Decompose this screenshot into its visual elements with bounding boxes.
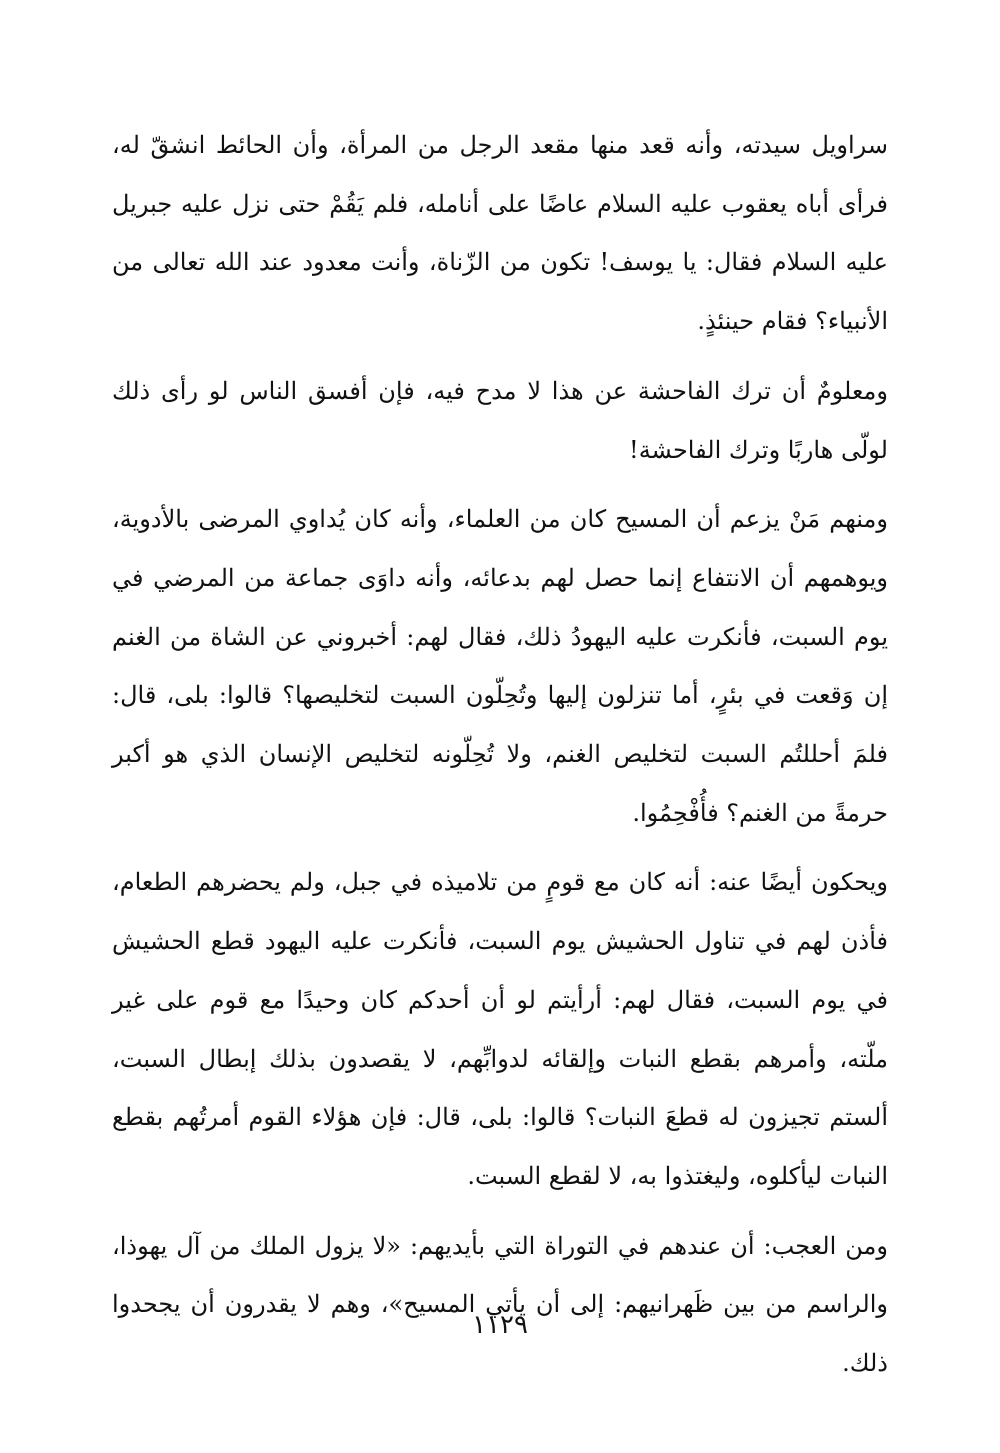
page-body	[112, 116, 888, 1393]
paragraph-2: ومعلومٌ أن ترك الفاحشة عن هذا لا مدح فيه، فإن أفسق الناس لو رأى ذلك لولّى هاربًا وترك الفاحشة!	[112, 376, 888, 464]
paragraph-5: ومن العجب: أن عندهم في التوراة التي بأيديهم: «لا يزول الملك من آل يهوذا، والراسم من بين ظَهرانيهم: إلى أن يأتي المسيح»، وهم لا يقدرون أن يجحدوا ذلك.	[112, 1231, 888, 1378]
paragraph-4: ويحكون أيضًا عنه: أنه كان مع قومٍ من تلاميذه في جبل، ولم يحضرهم الطعام، فأذن لهم في تناول الحشيش يوم السبت، فأنكرت عليه اليهود قطع الحشيش في يوم السبت، فقال لهم: أرأيتم لو أن أحدكم كان وحيدًا مع قوم على غير ملّته، وأمرهم بقطع النبات وإلقائه لدوابِّهم، لا يقصدون بذلك إبطال السبت، ألستم تجيزون له قطعَ النبات؟ قالوا: بلى، قال: فإن هؤلاء القوم أمرتُهم بقطع النبات ليأكلوه، وليغتذوا به، لا لقطع السبت.	[112, 868, 888, 1190]
page-number: ١١٢٩	[472, 1310, 528, 1340]
paragraph-3: ومنهم مَنْ يزعم أن المسيح كان من العلماء، وأنه كان يُداوي المرضى بالأدوية، ويوهمهم أن الانتفاع إنما حصل لهم بدعائه، وأنه داوَى جماعة من المرضي في يوم السبت، فأنكرت عليه اليهودُ ذلك، فقال لهم: أخبروني عن الشاة من الغنم إن وَقعت في بئرٍ، أما تنزلون إليها وتُحِلّون السبت لتخليصها؟ قالوا: بلى، قال: فلمَ أحللتُم السبت لتخليص الغنم، ولا تُحِلّونه لتخليص الإنسان الذي هو أكبر حرمةً من الغنم؟ فأُفْحِمُوا.	[112, 505, 888, 827]
paragraph-1: سراويل سيدته، وأنه قعد منها مقعد الرجل من المرأة، وأن الحائط انشقّ له، فرأى أباه يعقوب عليه السلام عاضًا على أنامله، فلم يَقُمْ حتى نزل عليه جبريل عليه السلام فقال: يا يوسف! تكون من الزّناة، وأنت معدود عند الله تعالى من الأنبياء؟ فقام حينئذٍ.	[112, 131, 888, 336]
